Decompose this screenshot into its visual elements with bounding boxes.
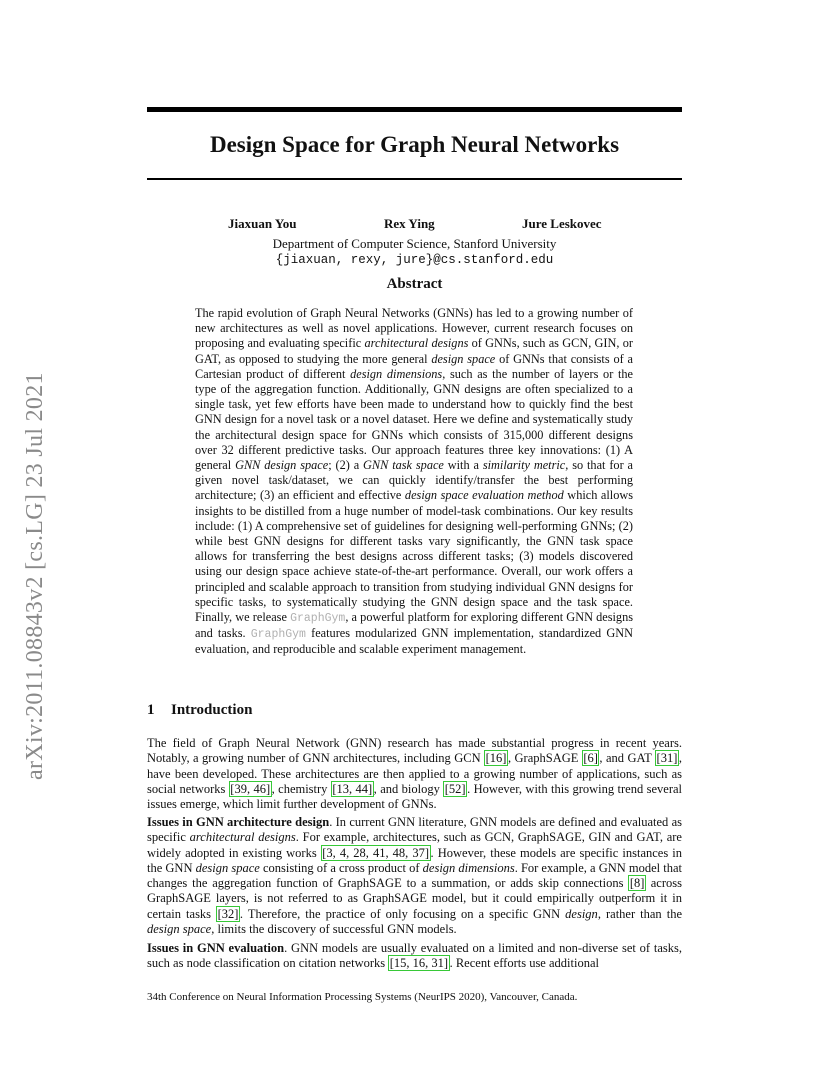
graphgym-link[interactable]: GraphGym — [290, 612, 346, 626]
author-3: Jure Leskovec — [522, 216, 602, 231]
author-2: Rex Ying — [384, 216, 435, 231]
author-1: Jiaxuan You — [228, 216, 297, 231]
citation-link[interactable]: [15, 16, 31] — [389, 956, 449, 971]
citation-link[interactable]: [3, 4, 28, 41, 48, 37] — [322, 845, 430, 860]
arxiv-side-stamp: arXiv:2011.08843v2 [cs.LG] 23 Jul 2021 — [22, 372, 48, 780]
citation-link[interactable]: [32] — [217, 906, 239, 921]
citation-link[interactable]: [6] — [583, 751, 598, 766]
citation-link[interactable]: [31] — [656, 751, 678, 766]
citation-link[interactable]: [16] — [485, 751, 507, 766]
citation-link[interactable]: [52] — [444, 781, 466, 796]
abstract-body: The rapid evolution of Graph Neural Networks (GNNs) has led to a growing number of new architectures as well as novel applications. However, current research focuses on proposing and evaluating specific architectural designs of GNNs, such as GCN, GIN, or GAT, as opposed to studying the more general design space of GNNs that consists of a Cartesian product of different design dimensions, such as the number of layers or the type of the aggregation function. Additionally, GNN designs are often specialized to a single task, yet few efforts have been made to understand how to quickly find the best GNN design for a novel task or a novel dataset. Here we define and systematically study the architectural design space for GNNs which consists of 315,000 different designs over 32 different predictive tasks. Our approach features three key innovations: (1) A general GNN design space; (2) a GNN task space with a similarity metric, so that for a given novel task/dataset, we can quickly identify/transfer the best performing architecture; (3) an efficient and effective design space evaluation method which allows insights to be distilled from a huge number of model-task combinations. Our key results include: (1) A comprehensive set of guidelines for designing well-performing GNNs; (2) while best GNN designs for different tasks vary significantly, the GNN task space allows for transferring the best designs across different tasks; (3) models discovered using our design space achieve state-of-the-art performance. Overall, our work offers a principled and scalable approach to transition from studying individual GNN designs for specific tasks, to systematically studying the GNN design space and the task space. Finally, we release GraphGym, a powerful platform for exploring different GNN designs and tasks. GraphGym features modularized GNN implementation, standardized GNN evaluation, and reproducible and scalable experiment management. — [195, 306, 634, 657]
intro-paragraph-2: Issues in GNN architecture design. In current GNN literature, GNN models are defined and evaluated as specific architectural designs. For example, architectures, such as GCN, GraphSAGE, GIN and GAT, are widely adopted in existing works [3, 4, 28, 41, 48, 37] . However, these models are specific instances in the GNN design space consisting of a cross product of design dimensions. For example, a GNN model that changes the aggregation function of GraphSAGE to a summation, or adds skip connections [8] across GraphSAGE layers, is not referred to as GraphSAGE model, but it could empirically outperform it in certain tasks [32] . Therefore, the practice of only focusing on a specific GNN design, rather than the design space, limits the discovery of successful GNN models. — [147, 815, 683, 937]
paper-title: Design Space for Graph Neural Networks — [209, 132, 620, 157]
citation-link[interactable]: [8] — [629, 876, 645, 891]
intro-paragraph-3: Issues in GNN evaluation. GNN models are usually evaluated on a limited and non-diverse set of tasks, such as node classification on citation networks [15, 16, 31] . Recent efforts use additional — [147, 941, 682, 971]
citation-link[interactable]: [13, 44] — [332, 781, 373, 796]
title-top-rule — [147, 107, 682, 112]
citation-link[interactable]: [39, 46] — [230, 781, 271, 796]
graphgym-link-2[interactable]: GraphGym — [250, 628, 306, 642]
intro-paragraph-1: The field of Graph Neural Network (GNN) research has made substantial progress in recent years. Notably, a growing number of GNN architectures, including GCN [16] , GraphSAGE [6] , and GAT [31] , have been developed. These architectures are then applied to a growing number of applications, such as social networks [39, 46] , chemistry [13, 44] , and biology [52] . However, with this growing trend several issues emerge, which limit further development of GNNs. — [147, 736, 683, 812]
affiliation: Department of Computer Science, Stanford University — [272, 236, 557, 251]
section-heading-introduction: 1 Introduction — [147, 702, 253, 718]
author-emails: {jiaxuan, rexy, jure}@cs.stanford.edu — [275, 253, 554, 267]
title-bottom-rule — [147, 178, 682, 180]
abstract-heading: Abstract — [386, 276, 443, 292]
conference-footnote: 34th Conference on Neural Information Processing Systems (NeurIPS 2020), Vancouver, Canada. — [147, 991, 578, 1003]
